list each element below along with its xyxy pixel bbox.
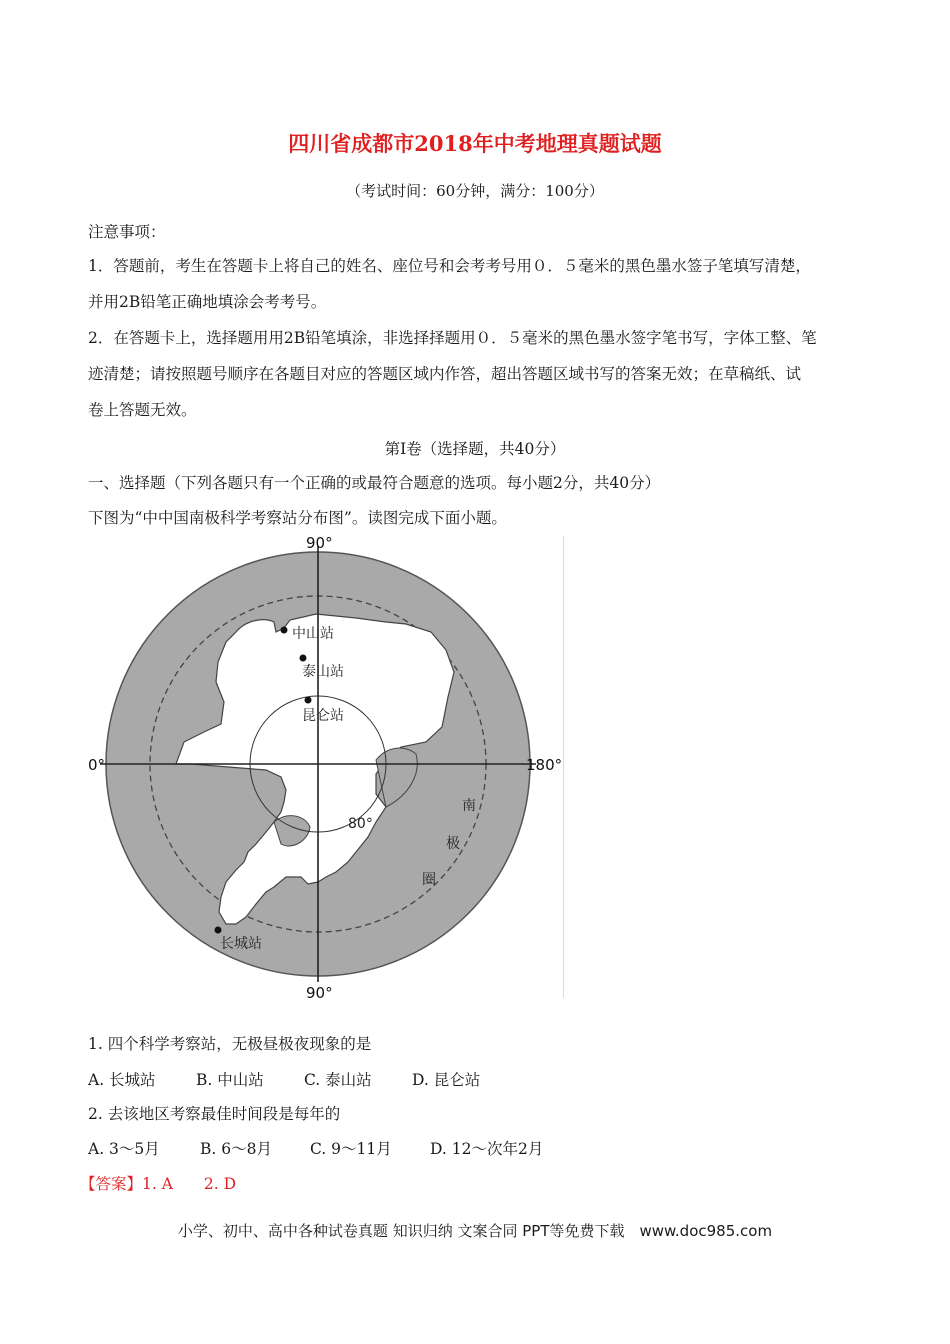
label-0: 0°: [88, 756, 106, 774]
zhongshan-dot: [281, 627, 288, 634]
changcheng-dot: [215, 927, 222, 934]
note-1-line-1: 1．答题前，考生在答题卡上将自己的姓名、座位号和会考考号用０．５毫米的黑色墨水签子笔填写清楚，: [88, 257, 811, 275]
notes-heading: 注意事项：: [88, 223, 166, 241]
label-180: 180°: [526, 756, 563, 774]
kunlun-dot: [305, 697, 312, 704]
polar-circle-char-3: 圈: [422, 872, 436, 888]
part-heading: 一、选择题（下列各题只有一个正确的或最符合题意的选项。每小题2分，共40分）: [88, 474, 661, 492]
answer-tag: 【答案】: [80, 1175, 143, 1193]
note-1-line-2: 并用2B铅笔正确地填涂会考考号。: [88, 293, 327, 311]
changcheng-label: 长城站: [220, 936, 262, 952]
page-title: 四川省成都市2018年中考地理真题试题: [288, 131, 662, 156]
zhongshan-label: 中山站: [292, 626, 334, 642]
note-2-line-3: 卷上答题无效。: [88, 401, 197, 419]
label-bottom-90: 90°: [306, 984, 333, 1002]
taishan-dot: [300, 655, 307, 662]
polar-circle-char-2: 极: [446, 836, 460, 852]
q1-option-a: A. 长城站: [88, 1071, 156, 1089]
question-1-stem: 1. 四个科学考察站，无极昼极夜现象的是: [88, 1035, 372, 1053]
label-top-90: 90°: [306, 534, 333, 552]
question-2-stem: 2. 去该地区考察最佳时间段是每年的: [88, 1105, 341, 1123]
q1-option-c: C. 泰山站: [304, 1071, 372, 1089]
q2-option-c: C. 9～11月: [310, 1140, 392, 1158]
answer-text: 1. A 2. D: [142, 1175, 237, 1193]
taishan-label: 泰山站: [302, 664, 344, 680]
antarctica-station-map: [86, 532, 566, 1002]
exam-info: （考试时间：60分钟，满分：100分）: [346, 182, 604, 200]
volume-heading: 第Ⅰ卷（选择题，共40分）: [384, 440, 566, 458]
q1-option-b: B. 中山站: [196, 1071, 264, 1089]
map-svg: [86, 532, 566, 1002]
q2-option-a: A. 3～5月: [88, 1140, 160, 1158]
note-2-line-2: 迹清楚；请按照题号顺序在各题目对应的答题区域内作答，超出答题区域书写的答案无效；在草稿纸、试: [88, 365, 802, 383]
map-intro: 下图为“中中国南极科学考察站分布图”。读图完成下面小题。: [88, 509, 507, 527]
polar-circle-char-1: 南: [462, 798, 476, 814]
kunlun-label: 昆仑站: [302, 708, 344, 724]
scan-edge-line: [563, 536, 564, 998]
answer-line: [80, 1172, 236, 1194]
q2-option-b: B. 6～8月: [200, 1140, 272, 1158]
note-2-line-1: 2．在答题卡上，选择题用用2B铅笔填涂，非选择择题用０．５毫米的黑色墨水签字笔书写，字体工整、笔: [88, 329, 817, 347]
footer-banner: 小学、初中、高中各种试卷真题 知识归纳 文案合同 PPT等免费下载 www.doc985.com: [177, 1222, 773, 1240]
label-lat-80: 80°: [348, 816, 373, 832]
question-2-options: [88, 1137, 543, 1159]
q2-option-d: D. 12～次年2月: [430, 1140, 544, 1158]
question-1-options: [88, 1068, 480, 1090]
q1-option-d: D. 昆仑站: [412, 1071, 481, 1089]
